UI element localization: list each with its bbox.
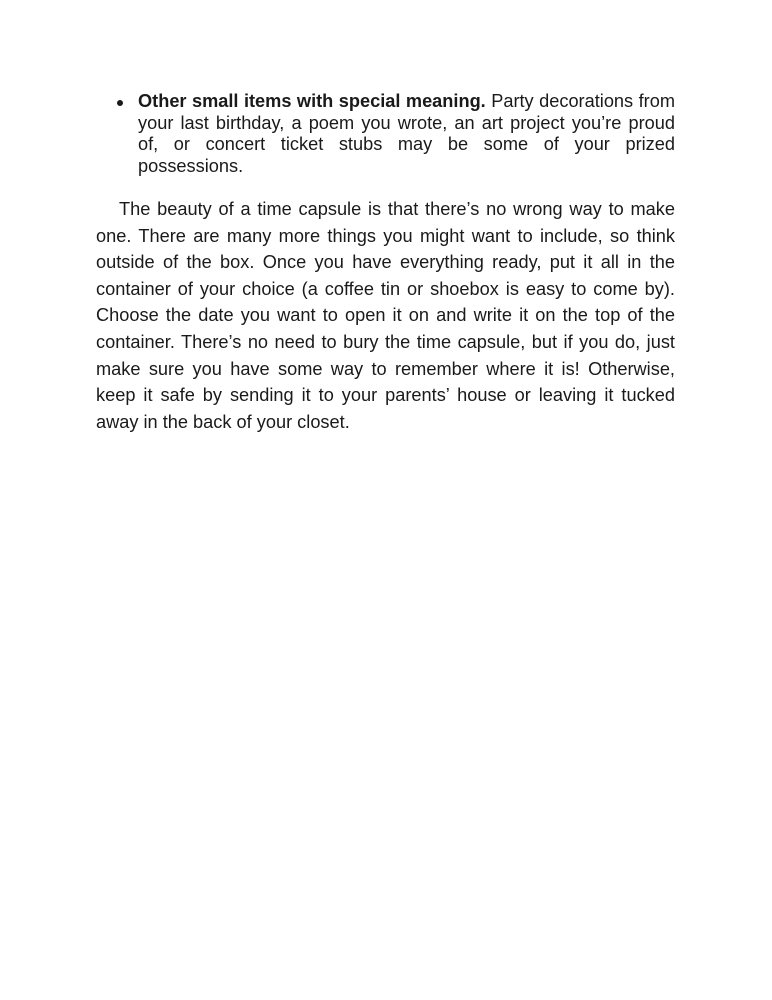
bullet-list xyxy=(117,91,675,177)
body-paragraph: The beauty of a time capsule is that there’s no wrong way to make one. There are many more things you might want to include, so think outside of the box. Once you have everything ready, put it all in the container of your choice (a coffee tin or shoebox is easy to come by). Choose the date you want to open it on and write it on the top of the container. There’s no need to bury the time capsule, but if you do, just make sure you have some way to remember where it is! Otherwise, keep it safe by sending it to your parents’ house or leaving it tucked away in the back of your closet. xyxy=(96,199,675,432)
bullet-lead-text: Other small items with special meaning. xyxy=(138,91,492,111)
bullet-dot-icon xyxy=(117,100,123,106)
bullet-item xyxy=(117,91,675,177)
bullet-body-text: Party decorations from your last birthday, a poem you wrote, an art project you’re proud of, or concert ticket stubs may be some of your prized possessions. xyxy=(138,91,675,176)
